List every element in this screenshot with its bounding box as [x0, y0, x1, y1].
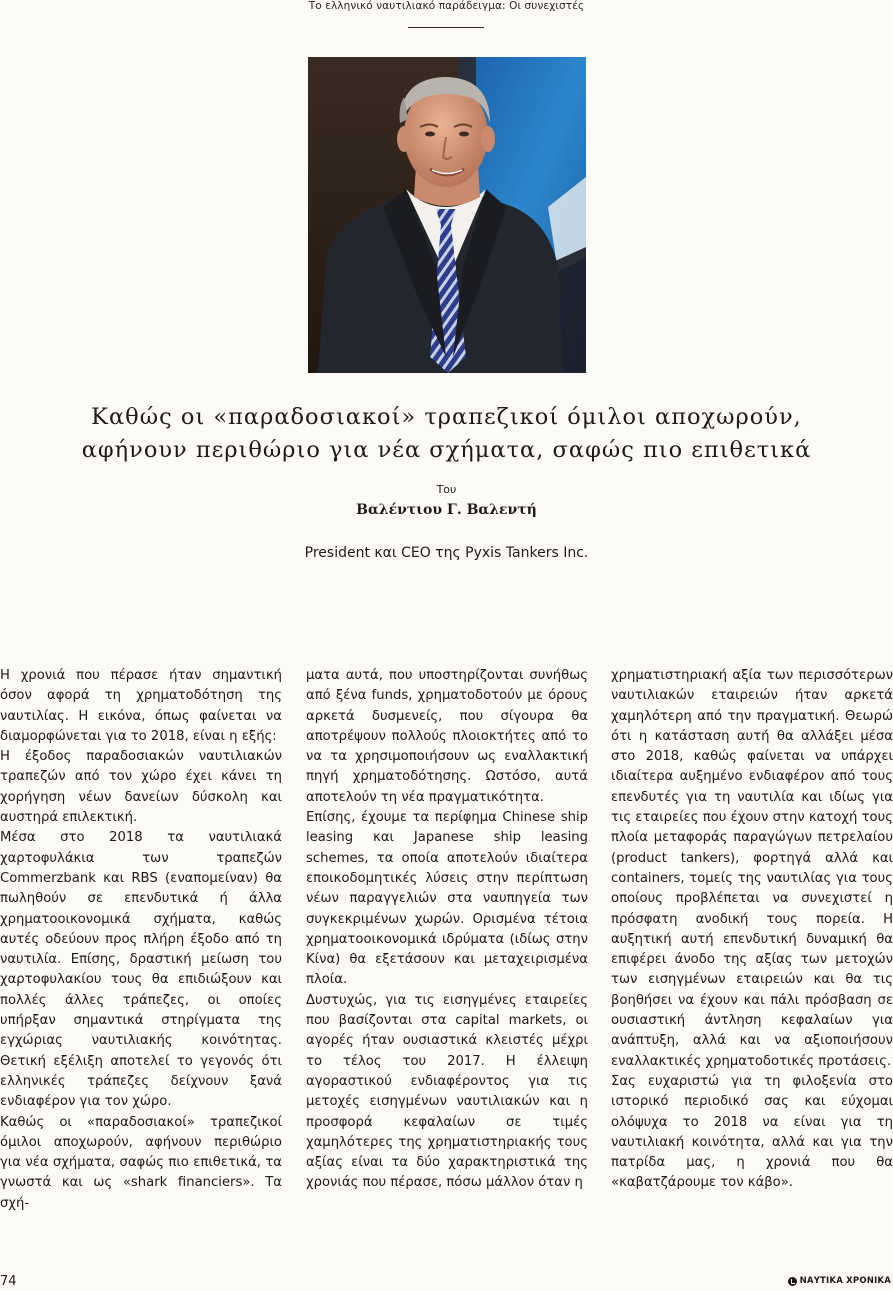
paragraph: Η έξοδος παραδοσιακών ναυτιλιακών τραπεζών από τον χώρο έχει κάνει τη χορήγηση νέων δανείων δύσκολη και αυστηρά επιλεκτική.: [0, 749, 282, 826]
author-portrait: [308, 57, 586, 373]
article-headline: [40, 401, 853, 467]
paragraph: Η χρονιά που πέρασε ήταν σημαντική όσον αφορά τη χρηματοδότηση της ναυτιλίας. Η εικόνα, όπως φαίνεται να διαμορφώνεται για το 2018, είναι η εξής:: [0, 668, 282, 744]
paragraph: Καθώς οι «παραδοσιακοί» τραπεζικοί όμιλοι αποχωρούν, αφήνουν περιθώριο για νέα σχήματα, σαφώς πιο επιθετικά, τα γνωστά και ως «shark financiers». Τα σχή-: [0, 1114, 282, 1211]
paragraph: Επίσης, έχουμε τα περίφημα Chinese ship leasing και Japanese ship leasing schemes, τα οποία αποτελούν ιδιαίτερα εποικοδομητικές λύσεις στην περίπτωση νέων παραγγελιών στα ναυπηγεία των συγκεκριμένων χωρών. Ορισμένα τέτοια χρηματοοικονομικά ιδρύματα (ιδίως στην Κίνα) θα εξετάσουν και μεταχειρισμένα πλοία.: [306, 810, 588, 988]
headline-line-2: αφήνουν περιθώριο για νέα σχήματα, σαφώς πιο επιθετικά: [81, 437, 812, 463]
article-column-3: [611, 666, 893, 1194]
author-role: President και CEO της Pyxis Tankers Inc.: [304, 545, 589, 561]
running-head: Το ελληνικό ναυτιλιακό παράδειγμα: Οι συνεχιστές: [308, 0, 585, 12]
magazine-logo-icon: [788, 1277, 797, 1286]
page-number: 74: [0, 1274, 17, 1289]
paragraph: Μέσα στο 2018 τα ναυτιλιακά χαρτοφυλάκια των τραπεζών Commerzbank και RBS (εναπομείναν) θα πωληθούν σε επενδυτικά ή άλλα χρηματοοικονομικά σχήματα, καθώς αυτές οδεύουν προς πλήρη έξοδο από τη ναυτιλία. Επίσης, δραστική μείωση του χαρτοφυλακίου τους θα επιδιώξουν και πολλές άλλες τράπεζες, οι οποίες υπήρξαν σημαντικά στηρίγματα της εγχώριας ναυτιλιακής κοινότητας. Θετική εξέλιξη αποτελεί το γεγονός ότι ελληνικές τράπεζες δείχνουν ξανά ενδιαφέρον για τον χώρο.: [0, 830, 282, 1110]
author-name: Βαλέντιου Γ. Βαλεντή: [356, 502, 537, 518]
byline-prefix: Του: [436, 483, 457, 496]
headline-line-1: Καθώς οι «παραδοσιακοί» τραπεζικοί όμιλοι αποχωρούν,: [91, 404, 802, 430]
magazine-footer: [788, 1276, 891, 1286]
paragraph: ματα αυτά, που υποστηρίζονται συνήθως από ξένα funds, χρηματοδοτούν με όρους αρκετά δυσμενείς, που σίγουρα θα αποτρέψουν πολλούς πλοιοκτήτες από το να τα χρησιμοποιήσουν ως εναλλακτική πηγή χρηματοδότησης. Ωστόσο, αυτά αποτελούν τη νέα πραγματικότητα.: [306, 668, 588, 805]
article-column-2: [306, 666, 588, 1194]
paragraph: Δυστυχώς, για τις εισηγμένες εταιρείες που βασίζονται στα capital markets, οι αγορές ήταν ουσιαστικά κλειστές μέχρι το τέλος του 2017. Η έλλειψη αγοραστικού ενδιαφέροντος για τις μετοχές εισηγμένων ναυτιλιακών και η προσφορά κεφαλαίων σε τιμές χαμηλότερες της χρηματιστηριακής τους αξίας είναι τα δύο χαρακτηριστικά της χρονιάς που πέρασε, πόσω μάλλον όταν η: [306, 992, 588, 1191]
magazine-name: ΝΑΥΤΙΚΑ ΧΡΟΝΙΚΑ: [799, 1276, 891, 1286]
paragraph: χρηματιστηριακή αξία των περισσότερων ναυτιλιακών εταιρειών ήταν αρκετά χαμηλότερη από την πραγματική. Θεωρώ ότι η κατάσταση αυτή θα αλλάξει μέσα στο 2018, καθώς φαίνεται να υπάρχει ιδιαίτερα αυξημένο ενδιαφέρον από τους επενδυτές για τη ναυτιλία και ιδίως για τις εταιρείες που έχουν στην κατοχή τους πλοία μεταφοράς παραγώγων πετρελαίου (product tankers), φορτηγά αλλά και containers, τομείς της ναυτιλίας για τους οποίους προβλέπεται να συνεχιστεί η πρόσφατη ανοδική τους πορεία. Η αυξητική αυτή επενδυτική δυναμική θα επιφέρει άνοδο της αξίας των μετοχών των εισηγμένων εταιρειών και θα τις βοηθήσει να έχουν και πάλι πρόσβαση σε ουσιαστική άντληση κεφαλαίων για ανάπτυξη, αλλά και να αξιοποιήσουν εναλλακτικές χρηματοδοτικές προτάσεις.: [611, 668, 893, 1069]
article-column-1: [0, 666, 282, 1214]
running-head-rule: [408, 27, 484, 28]
paragraph: Σας ευχαριστώ για τη φιλοξενία στο ιστορικό περιοδικό σας και εύχομαι ολόψυχα το 2018 να είναι για τη ναυτιλιακή κοινότητα, αλλά και για την πατρίδα μας, η χρονιά που θα «καβατζάρουμε τον κάβο».: [611, 1073, 893, 1191]
author-portrait-illustration: [308, 57, 586, 373]
